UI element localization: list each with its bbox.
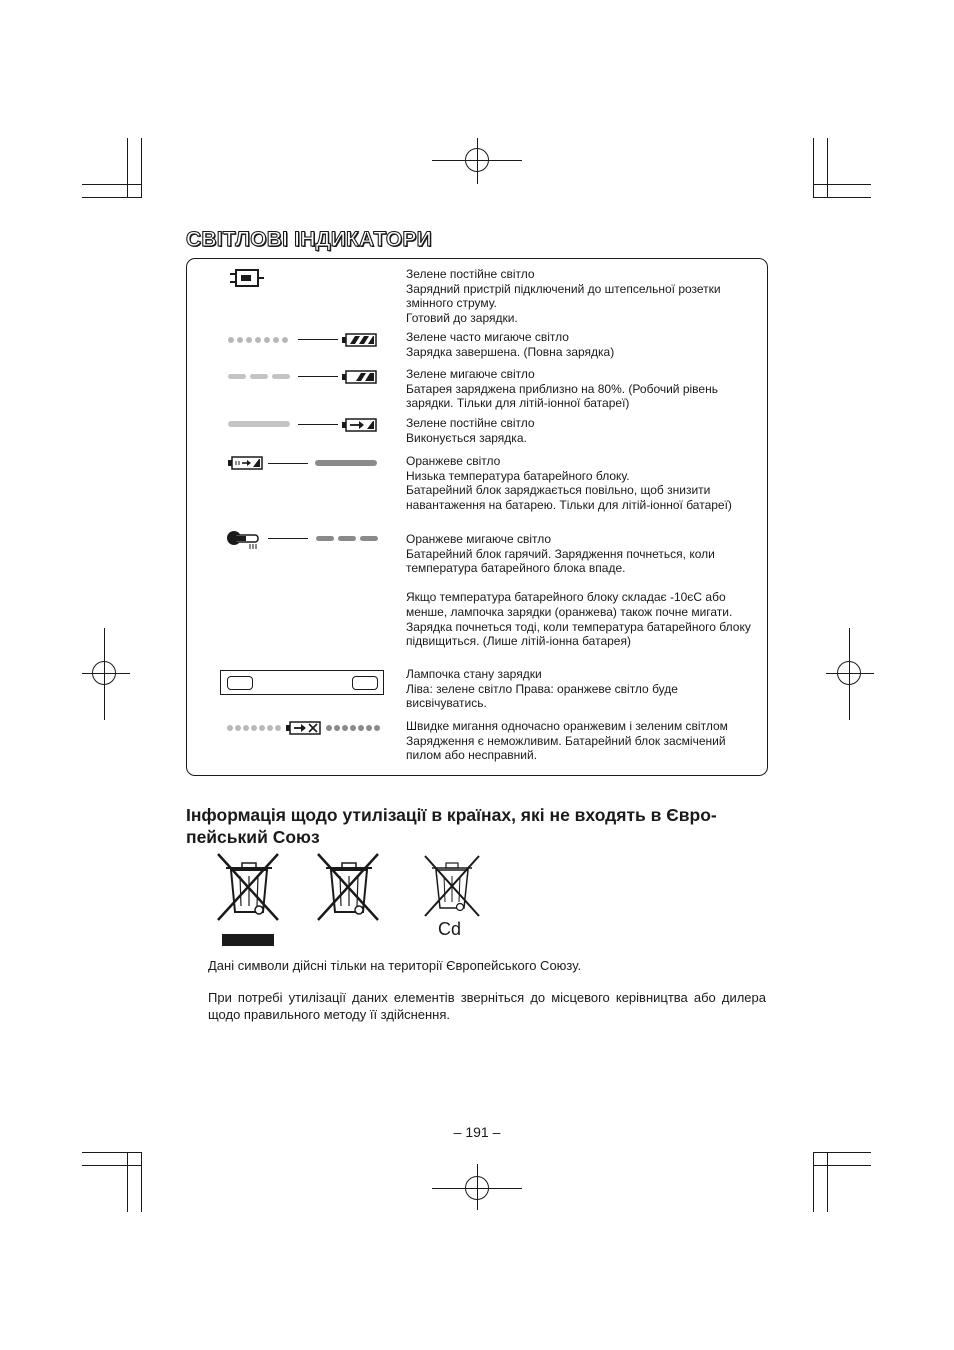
disposal-paragraph-2: При потребі утилізації даних елементів зверніться до місцевого керівництва або дилера щодо правильного методу її здійснення. — [208, 990, 766, 1022]
connector-line — [268, 538, 308, 539]
indicator-text-80: Зелене мигаюче світло Батарея заряджена приблизно на 80%. (Робочий рівень зарядки. Тільки для літій-іонної батареї) — [406, 367, 718, 411]
battery-cold-icon — [228, 456, 264, 470]
indicator-text-charging: Зелене постійне світло Виконується зарядка. — [406, 416, 535, 445]
connector-line — [298, 424, 338, 425]
connector-line — [298, 339, 338, 340]
plug-icon — [228, 266, 268, 290]
steady-bar — [228, 421, 290, 427]
indicator-text-hot: Оранжеве мигаюче світло Батарейний блок гарячий. Зарядження почнеться, коли температура батарейного блока впаде. Якщо температура батарейного блоку складає -10єC або менше, лампочка зарядки (оранжева) також почне мигати. Зарядка почнеться тоді, коли температура батарейного блоку підвищиться. (Лише літій-іонна батарея) — [406, 532, 751, 649]
battery-charging-icon — [342, 418, 378, 432]
battery-full-icon — [342, 333, 378, 347]
lamp-right-orange — [352, 676, 378, 690]
indicator-text-cold: Оранжеве світло Низька температура батарейного блоку. Батарейний блок заряджається повільно, щоб знизити навантаження на батарею. Тільки для літій-іонної батареї) — [406, 454, 732, 512]
page-title: СВІТЛОВІ ІНДИКАТОРИ — [186, 228, 432, 251]
page-number: – 191 – — [453, 1124, 501, 1140]
thermometer-icon — [226, 530, 266, 550]
orange-steady-bar — [315, 460, 377, 466]
battery-error-icon — [286, 721, 322, 735]
battery-80-icon — [342, 370, 378, 384]
crossed-bin-icon — [316, 852, 382, 924]
lamp-left-green — [227, 676, 253, 690]
crossed-bin-icon — [216, 852, 282, 950]
indicator-text-full: Зелене часто мигаюче світло Зарядка завершена. (Повна зарядка) — [406, 330, 615, 359]
disposal-heading: Інформація щодо утилізації в країнах, які не входять в Євро- пейський Союз — [186, 805, 717, 847]
lamp-panel-icon — [220, 670, 384, 695]
disposal-paragraph-1: Дані символи дійсні тільки на території Європейського Союзу. — [208, 958, 582, 973]
indicator-text-error: Швидке мигання одночасно оранжевим і зеленим світлом Зарядження є неможливим. Батарейний блок засмічений пилом або несправний. — [406, 719, 728, 763]
connector-line — [298, 376, 338, 377]
indicator-text-lamps: Лампочка стану зарядки Ліва: зелене світло Права: оранжеве світло буде висвічуватись. — [406, 667, 678, 711]
indicator-text-standby: Зелене постійне світло Зарядний пристрій підключений до штепсельної розетки змінного струму. Готовий до зарядки. — [406, 267, 721, 325]
cd-label: Cd — [438, 919, 462, 939]
crossed-bin-icon — [422, 854, 482, 918]
connector-line — [268, 463, 308, 464]
